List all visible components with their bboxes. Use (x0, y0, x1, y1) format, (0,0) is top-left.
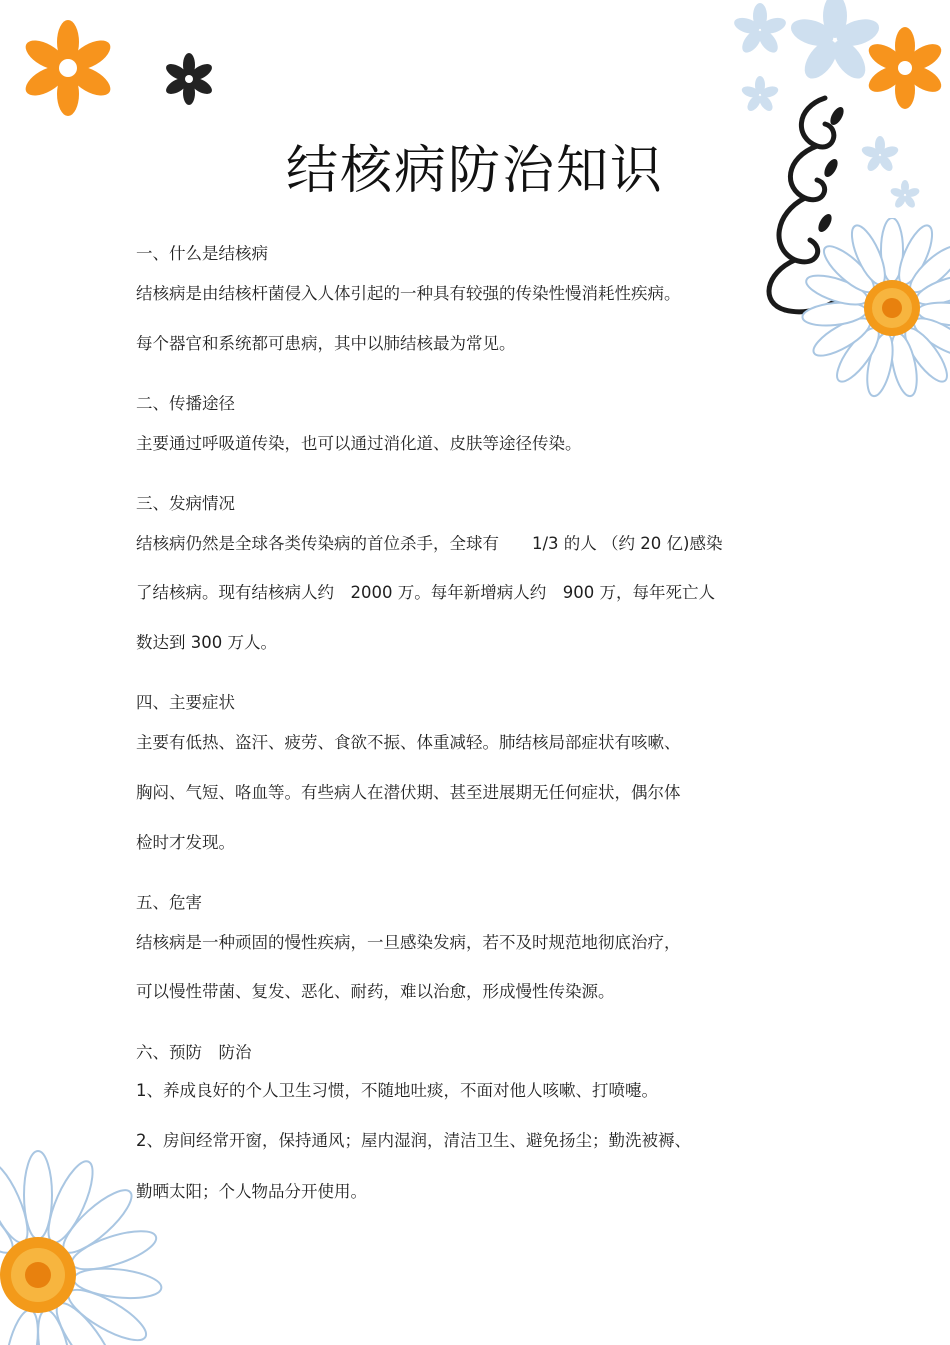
paragraph-line: 主要有低热、盗汗、疲劳、食欲不振、体重减轻。肺结核局部症状有咳嗽、 (136, 733, 681, 752)
paragraph-line: 胸闷、气短、咯血等。有些病人在潜伏期、甚至进展期无任何症状，偶尔体 (136, 783, 681, 802)
daisy-icon (800, 218, 950, 398)
paragraph-line: 了结核病。现有结核病人约 2000 万。每年新增病人约 900 万，每年死亡人 (136, 583, 715, 602)
section-heading: 三、发病情况 (136, 494, 235, 513)
black-flower-icon (162, 52, 216, 106)
orange-flower-icon (18, 18, 118, 118)
paragraph-line: 勤晒太阳；个人物品分开使用。 (136, 1182, 367, 1201)
paragraph-line: 每个器官和系统都可患病，其中以肺结核最为常见。 (136, 334, 516, 353)
daisy-icon (0, 1120, 185, 1345)
paragraph-line: 2、房间经常开窗，保持通风；屋内湿润，清洁卫生、避免扬尘；勤洗被褥、 (136, 1131, 691, 1150)
section-heading: 五、危害 (136, 893, 202, 912)
paragraph-line: 数达到 300 万人。 (136, 633, 277, 652)
paragraph-line: 检时才发现。 (136, 833, 235, 852)
paragraph-line: 结核病仍然是全球各类传染病的首位杀手，全球有 1/3 的人 （约 20 亿)感染 (136, 534, 723, 553)
paragraph-line: 结核病是一种顽固的慢性疾病，一旦感染发病，若不及时规范地彻底治疗， (136, 933, 681, 952)
page-title: 结核病防治知识 (285, 141, 664, 201)
section-heading: 四、主要症状 (136, 693, 235, 712)
paragraph-line: 结核病是由结核杆菌侵入人体引起的一种具有较强的传染性慢消耗性疾病。 (136, 284, 681, 303)
paragraph-line: 1、养成良好的个人卫生习惯，不随地吐痰，不面对他人咳嗽、打喷嚏。 (136, 1081, 658, 1100)
section-heading: 六、预防 防治 (136, 1043, 252, 1062)
paragraph-line: 主要通过呼吸道传染，也可以通过消化道、皮肤等途径传染。 (136, 434, 582, 453)
section-heading: 一、什么是结核病 (136, 244, 268, 263)
paragraph-line: 可以慢性带菌、复发、恶化、耐药，难以治愈，形成慢性传染源。 (136, 982, 615, 1001)
section-heading: 二、传播途径 (136, 394, 235, 413)
